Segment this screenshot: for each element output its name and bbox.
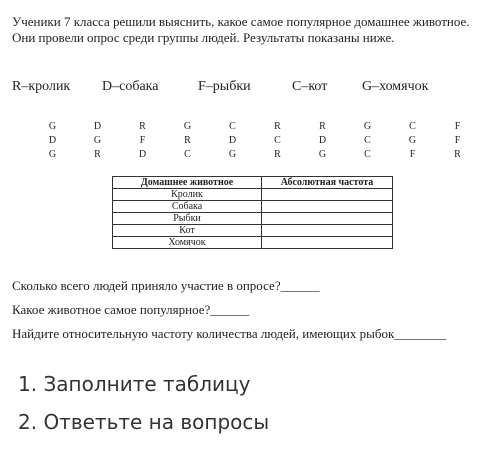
table-row [113, 237, 393, 249]
survey-cell: G [183, 121, 192, 132]
row-pet: Кот [113, 225, 262, 237]
survey-cell: G [48, 121, 57, 132]
header-pet: Домашнее животное [113, 177, 262, 189]
frequency-cell[interactable] [262, 213, 393, 225]
survey-cell: F [454, 135, 461, 146]
task-fill-table: 1. Заполните таблицу [18, 372, 251, 396]
legend-fish: F–рыбки [198, 79, 251, 94]
table-header-row [113, 177, 393, 189]
survey-cell: C [229, 121, 236, 132]
question-relative-frequency: Найдите относительную частоту количества людей, имеющих рыбок________ [12, 326, 447, 341]
survey-cell: R [274, 121, 281, 132]
survey-cell: G [228, 149, 237, 160]
task-answer-questions: 2. Ответьте на вопросы [18, 410, 270, 434]
survey-cell: F [139, 135, 146, 146]
survey-cell: C [274, 135, 281, 146]
survey-cell: R [319, 121, 326, 132]
problem-intro: Ученики 7 класса решили выяснить, какое самое популярное домашнее животное. Они провели опрос среди группы людей. Результаты показаны ниже. [12, 14, 470, 45]
table-row [113, 201, 393, 213]
survey-cell: G [408, 135, 417, 146]
survey-cell: D [228, 135, 237, 146]
question-total-people: Сколько всего людей приняло участие в опросе?______ [12, 278, 320, 293]
row-pet: Хомячок [113, 237, 262, 249]
legend-hamster: G–хомячок [362, 79, 429, 94]
survey-cell: C [364, 135, 371, 146]
legend-cat: C–кот [292, 79, 328, 94]
frequency-cell[interactable] [262, 201, 393, 213]
row-pet: Собака [113, 201, 262, 213]
survey-cell: G [363, 121, 372, 132]
survey-cell: R [184, 135, 191, 146]
table-row [113, 225, 393, 237]
survey-cell: G [93, 135, 102, 146]
survey-cell: D [318, 135, 327, 146]
pet-legend [12, 79, 472, 95]
frequency-cell[interactable] [262, 225, 393, 237]
row-pet: Кролик [113, 189, 262, 201]
frequency-cell[interactable] [262, 237, 393, 249]
survey-cell: G [48, 149, 57, 160]
survey-cell: F [409, 149, 416, 160]
survey-cell: C [364, 149, 371, 160]
survey-cell: D [48, 135, 57, 146]
table-row [113, 213, 393, 225]
question-most-popular: Какое животное самое популярное?______ [12, 302, 250, 317]
survey-cell: D [138, 149, 147, 160]
frequency-table [112, 176, 393, 249]
survey-cell: R [274, 149, 281, 160]
survey-cell: R [454, 149, 461, 160]
legend-rabbit: R–кролик [12, 79, 71, 94]
survey-cell: R [139, 121, 146, 132]
survey-cell: C [184, 149, 191, 160]
survey-cell: R [94, 149, 101, 160]
frequency-cell[interactable] [262, 189, 393, 201]
survey-cell: F [454, 121, 461, 132]
header-frequency: Абсолютная частота [262, 177, 393, 189]
survey-cell: C [409, 121, 416, 132]
survey-cell: G [318, 149, 327, 160]
legend-dog: D–собака [102, 79, 159, 94]
table-row [113, 189, 393, 201]
survey-results-grid [30, 120, 480, 162]
row-pet: Рыбки [113, 213, 262, 225]
survey-cell: D [93, 121, 102, 132]
